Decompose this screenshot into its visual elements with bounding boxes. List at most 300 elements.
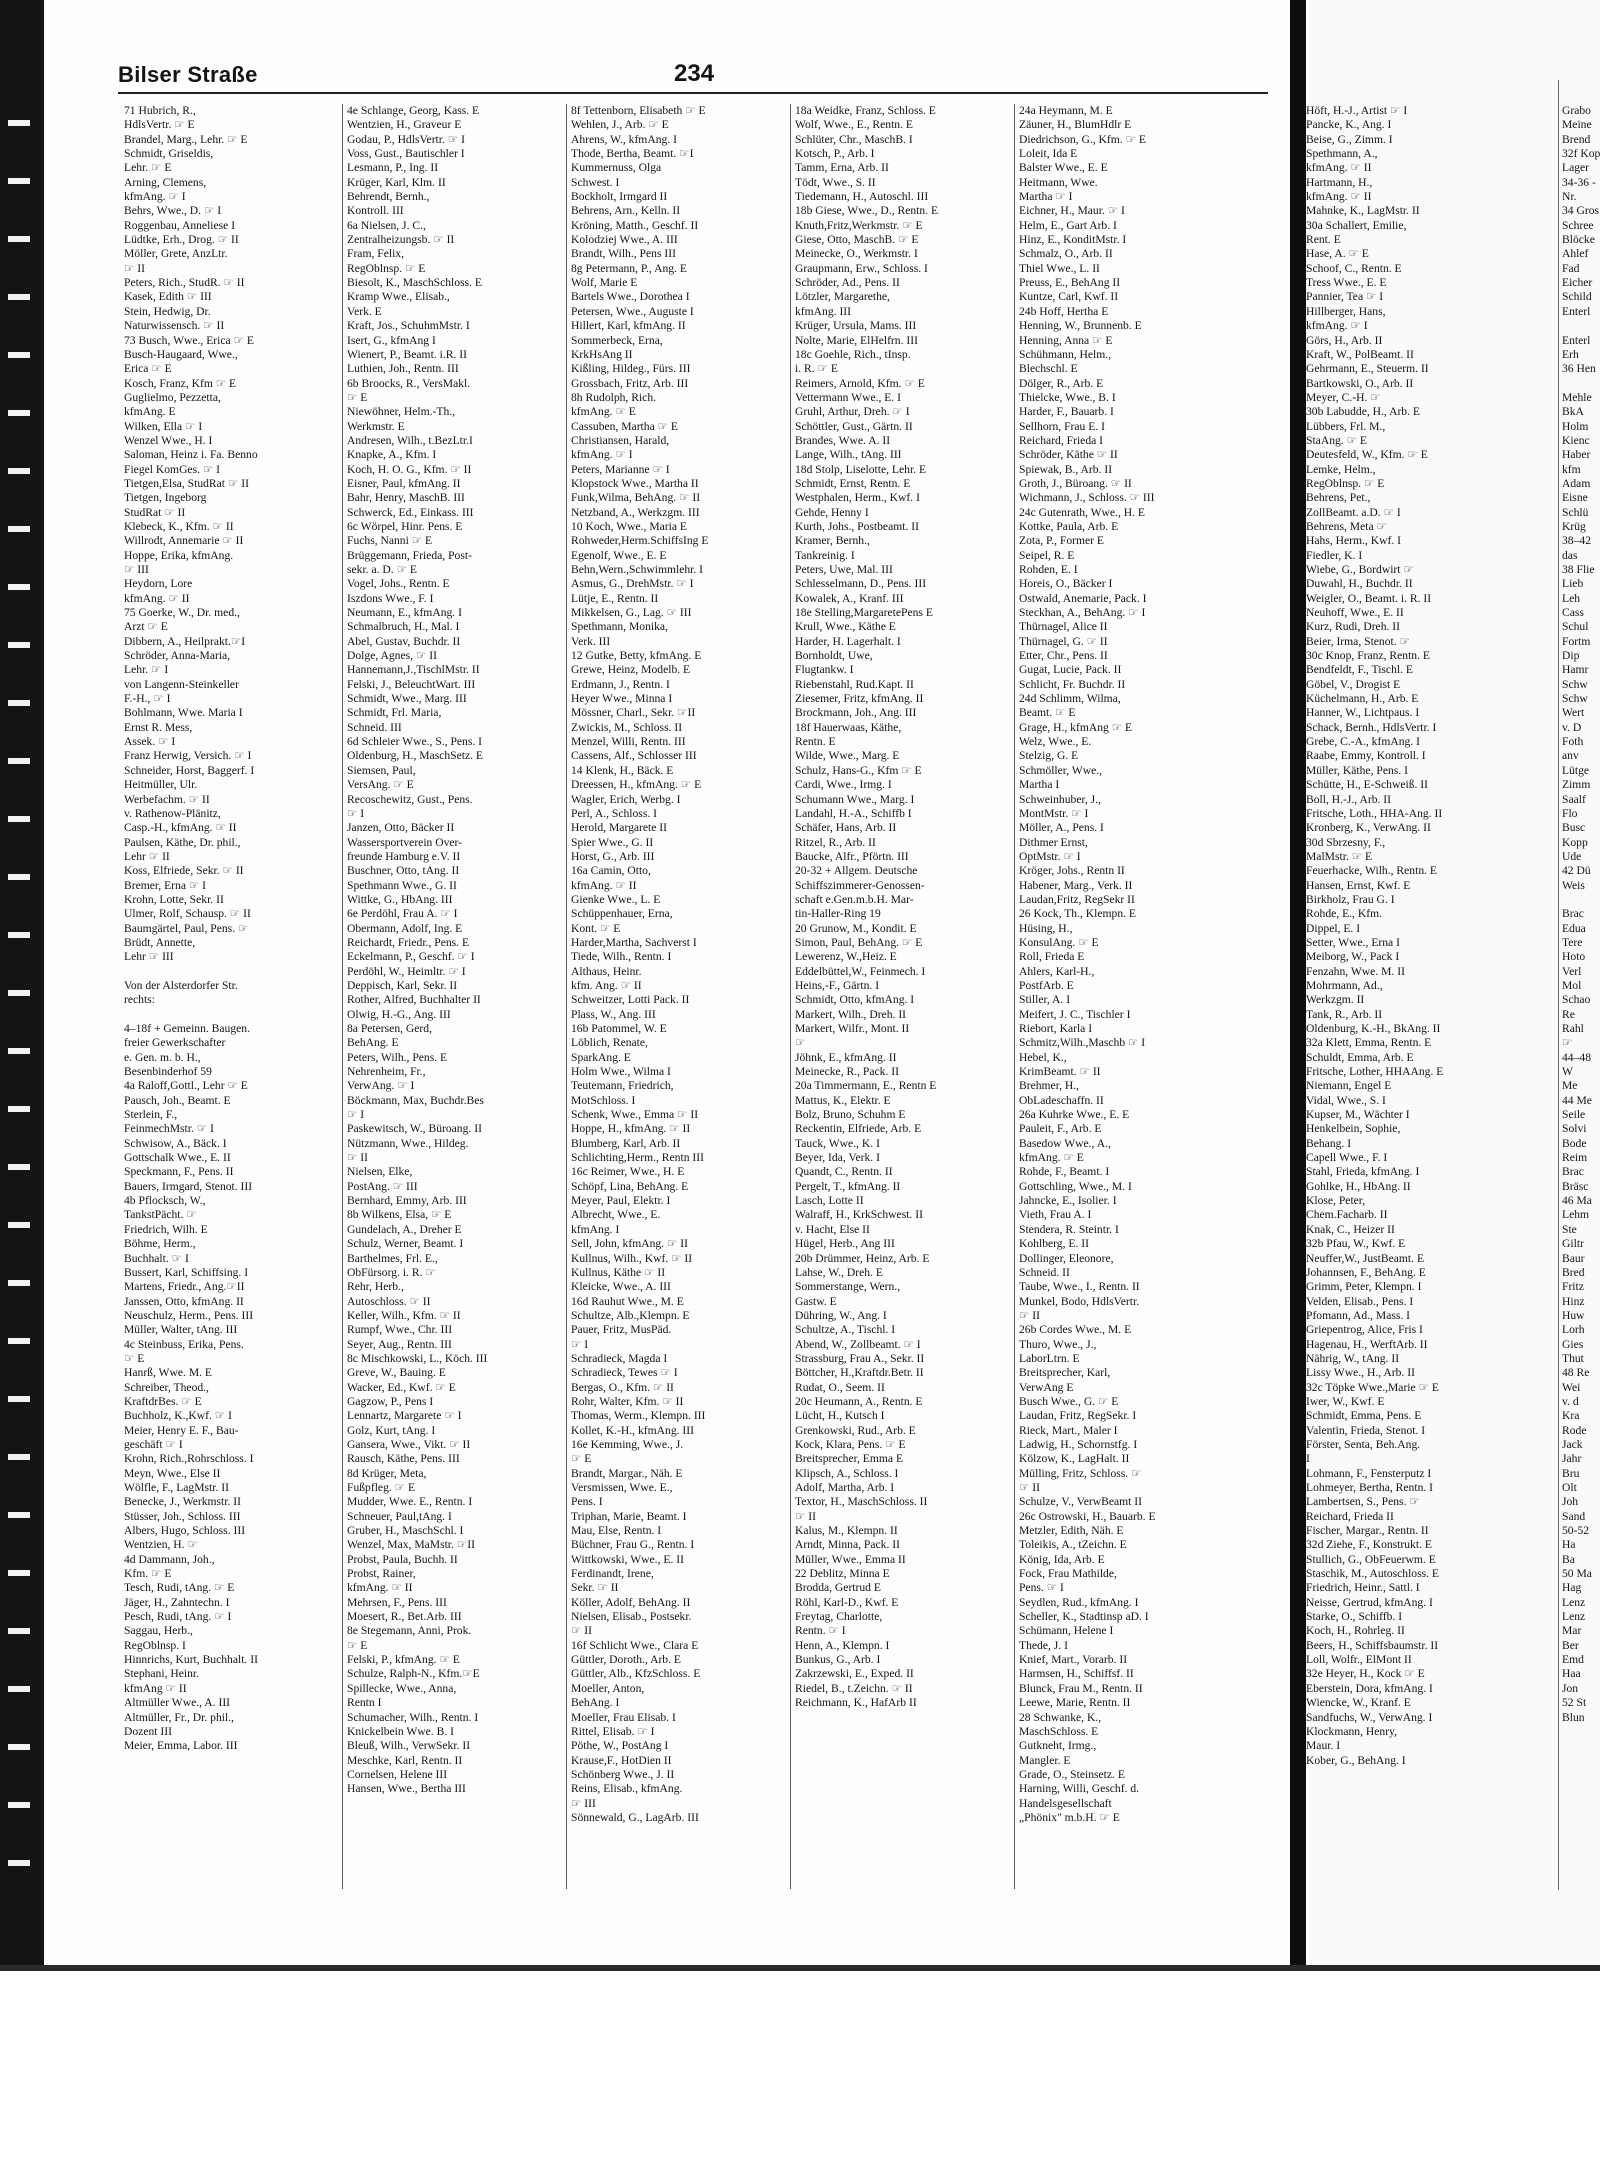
directory-entry: StudRat ☞ II: [124, 505, 186, 519]
directory-entry: Klipsch, A., Schloss. I: [795, 1466, 899, 1480]
directory-entry: Lenz: [1562, 1610, 1586, 1624]
directory-entry: Tiedemann, H., Autoschl. III: [795, 190, 929, 204]
directory-entry: Adam: [1562, 476, 1591, 490]
directory-entry: Asmus, G., DrehMstr. ☞ I: [571, 577, 694, 591]
directory-entry: Hebel, K.,: [1019, 1050, 1067, 1064]
directory-entry: Spethmann, Monika,: [571, 620, 668, 634]
directory-entry: Kottke, Paula, Arb. E: [1019, 519, 1119, 533]
directory-column-3: [571, 104, 783, 1889]
directory-entry: Hanrß, Wwe. M. E: [124, 1366, 213, 1380]
directory-entry: Siemsen, Paul,: [347, 763, 416, 777]
directory-entry: Textor, H., MaschSchloss. II: [795, 1495, 928, 1509]
directory-entry: Fram, Felix,: [347, 247, 405, 261]
directory-entry: Schlüter, Chr., MaschB. I: [795, 132, 913, 146]
directory-entry: Krohn, Rich.,Rohrschloss. I: [124, 1452, 254, 1466]
directory-entry: v. d: [1562, 1394, 1579, 1408]
directory-entry: Schwerck, Ed., Einkass. III: [347, 505, 474, 519]
directory-entry: Wichmann, J., Schloss. ☞ III: [1019, 491, 1155, 505]
directory-entry: Beise, G., Zimm. I: [1306, 132, 1393, 146]
directory-entry: Pannier, Tea ☞ I: [1306, 290, 1384, 304]
directory-entry: Müller, Käthe, Pens. I: [1306, 763, 1408, 777]
binding-notch: [8, 1338, 30, 1344]
directory-entry: Hoto: [1562, 950, 1586, 964]
directory-entry: [124, 1008, 336, 1022]
directory-entry: Wilken, Ella ☞ I: [124, 419, 203, 433]
binding-notch: [8, 294, 30, 300]
directory-entry: Schoof, C., Rentn. E: [1306, 261, 1402, 275]
directory-entry: Blunck, Frau M., Rentn. II: [1019, 1681, 1143, 1695]
directory-entry: Behrens, Arn., Kelln. II: [571, 204, 681, 218]
directory-entry: Felski, J., BeleuchtWart. III: [347, 677, 476, 691]
directory-entry: 26a Kuhrke Wwe., E. E: [1019, 1108, 1130, 1122]
directory-entry: Schw: [1562, 692, 1588, 706]
directory-entry: Beyer, Ida, Verk. I: [795, 1151, 880, 1165]
directory-entry: Schmidt, Griseldis,: [124, 147, 214, 161]
directory-entry: Maur. I: [1306, 1739, 1341, 1753]
directory-entry: Raabe, Emmy, Kontroll. I: [1306, 749, 1426, 763]
directory-entry: Dippel, E. I: [1306, 921, 1361, 935]
directory-entry: MotSchloss. I: [571, 1093, 636, 1107]
directory-entry: Güttler, Alb., KfzSchloss. E: [571, 1667, 701, 1681]
directory-entry: Enterl: [1562, 333, 1591, 347]
directory-entry: Jack: [1562, 1437, 1583, 1451]
directory-entry: Gehrmann, E., Steuerm. II: [1306, 362, 1429, 376]
directory-entry: Niewöhner, Helm.-Th.,: [347, 405, 456, 419]
directory-entry: Tödt, Wwe., S. II: [795, 175, 876, 189]
directory-entry: 20b Drümmer, Heinz, Arb. E: [795, 1251, 930, 1265]
binding-notch: [8, 352, 30, 358]
directory-entry: Schultze, Alb.,Klempn. E: [571, 1308, 690, 1322]
directory-entry: Loleit, Ida E: [1019, 147, 1078, 161]
directory-entry: Roggenbau, Anneliese I: [124, 218, 236, 232]
directory-entry: Göbel, V., Drogist E: [1306, 677, 1401, 691]
directory-entry: Brodda, Gertrud E: [795, 1581, 881, 1595]
directory-entry: 32c Töpke Wwe.,Marie ☞ E: [1306, 1380, 1439, 1394]
directory-entry: Lenz: [1562, 1595, 1586, 1609]
directory-entry: Neumann, E., kfmAng. I: [347, 606, 462, 620]
directory-entry: Nolte, Marie, ElHelfrn. III: [795, 333, 918, 347]
directory-entry: Oldenburg, H., MaschSetz. E: [347, 749, 483, 763]
directory-entry: Altmüller Wwe., A. III: [124, 1696, 231, 1710]
directory-entry: Schulze, Ralph-N., Kfm.☞E: [347, 1667, 480, 1681]
directory-entry: Zakrzewski, E., Exped. II: [795, 1667, 914, 1681]
directory-entry: Wenzel, Max, MaMstr. ☞II: [347, 1538, 475, 1552]
directory-entry: Dreessen, H., kfmAng. ☞ E: [571, 778, 702, 792]
directory-entry: Felski, P., kfmAng. ☞ E: [347, 1653, 460, 1667]
directory-entry: Lorh: [1562, 1323, 1585, 1337]
directory-entry: 4e Schlange, Georg, Kass. E: [347, 104, 480, 117]
directory-entry: Mangler. E: [1019, 1753, 1071, 1767]
directory-entry: Deutesfeld, W., Kfm. ☞ E: [1306, 448, 1428, 462]
directory-entry: [1562, 319, 1600, 333]
directory-entry: [124, 965, 336, 979]
directory-entry: Herold, Margarete II: [571, 821, 668, 835]
directory-entry: Tauck, Wwe., K. I: [795, 1136, 880, 1150]
directory-entry: Lohmann, F., Fensterputz I: [1306, 1466, 1432, 1480]
directory-entry: Rausch, Käthe, Pens. III: [347, 1452, 460, 1466]
directory-entry: Rohde, E., Kfm.: [1306, 907, 1382, 921]
directory-entry: Rentn I: [347, 1696, 382, 1710]
column-divider: [342, 104, 343, 1889]
directory-entry: Busc: [1562, 821, 1586, 835]
directory-entry: Ba: [1562, 1552, 1575, 1566]
directory-entry: Fock, Frau Mathilde,: [1019, 1567, 1117, 1581]
directory-entry: Hagenau, H., WerftArb. II: [1306, 1337, 1428, 1351]
directory-entry: Kronberg, K., VerwAng. II: [1306, 821, 1431, 835]
directory-entry: Martens, Friedr., Ang.☞II: [124, 1280, 245, 1294]
directory-entry: ☞ II: [571, 1624, 593, 1638]
directory-entry: Dip: [1562, 649, 1580, 663]
directory-entry: Kont. ☞ E: [571, 921, 621, 935]
directory-entry: freunde Hamburg e.V. II: [347, 849, 461, 863]
directory-entry: 44 Me: [1562, 1093, 1592, 1107]
directory-entry: Saloman, Heinz i. Fa. Benno: [124, 448, 258, 462]
directory-entry: Perl, A., Schloss. I: [571, 806, 657, 820]
directory-entry: Weigler, O., Beamt. i. R. II: [1306, 591, 1432, 605]
directory-entry: Harder,Martha, Sachverst I: [571, 935, 697, 949]
directory-entry: Buschner, Otto, tAng. II: [347, 864, 460, 878]
directory-entry: Schmalz, O., Arb. II: [1019, 247, 1113, 261]
directory-entry: 8c Mischkowski, L., Köch. III: [347, 1351, 488, 1365]
directory-entry: Wacker, Ed., Kwf. ☞ E: [347, 1380, 456, 1394]
directory-entry: Löblich, Renate,: [571, 1036, 648, 1050]
directory-entry: Rittel, Elisab. ☞ I: [571, 1724, 655, 1738]
directory-entry: Kienc: [1562, 433, 1590, 447]
directory-entry: 14 Klenk, H., Bäck. E: [571, 763, 674, 777]
directory-entry: Thode, Bertha, Beamt. ☞I: [571, 147, 694, 161]
directory-entry: Schwest. I: [571, 175, 620, 189]
directory-entry: Heitmann, Wwe.: [1019, 175, 1098, 189]
directory-entry: 20 Grunow, M., Kondit. E: [795, 921, 917, 935]
directory-entry: Meinecke, R., Pack. II: [795, 1065, 899, 1079]
directory-entry: Fritz: [1562, 1280, 1584, 1294]
directory-entry: Fortm: [1562, 634, 1591, 648]
directory-entry: Krohn, Lotte, Sekr. II: [124, 892, 224, 906]
directory-entry: Schneid. II: [1019, 1265, 1070, 1279]
directory-entry: Schlesselmann, D., Pens. III: [795, 577, 927, 591]
directory-entry: VersAng. ☞ E: [347, 778, 414, 792]
directory-entry: anv: [1562, 749, 1579, 763]
directory-entry: Meier, Emma, Labor. III: [124, 1739, 238, 1753]
directory-entry: Meiborg, W., Pack I: [1306, 950, 1400, 964]
directory-entry: Pens. I: [571, 1495, 603, 1509]
directory-entry: Baumgärtel, Paul, Pens. ☞: [124, 921, 249, 935]
directory-entry: Nährig, W., tAng. II: [1306, 1351, 1400, 1365]
directory-entry: Chem.Facharb. II: [1306, 1208, 1388, 1222]
directory-entry: KrkHsAng II: [571, 347, 633, 361]
directory-entry: 24d Schlimm, Wilma,: [1019, 692, 1121, 706]
directory-entry: Beers, H., Schiffsbaumstr. II: [1306, 1638, 1439, 1652]
directory-entry: Kramp Wwe., Elisab.,: [347, 290, 450, 304]
directory-entry: [1562, 893, 1600, 907]
directory-entry: Flo: [1562, 806, 1578, 820]
directory-entry: kfmAng. ☞ II: [124, 591, 190, 605]
directory-entry: ☞ III: [124, 563, 149, 576]
directory-entry: Schumacher, Wilh., Rentn. I: [347, 1710, 479, 1724]
directory-entry: Bussert, Karl, Schiffsing. I: [124, 1265, 249, 1279]
directory-entry: Sellhorn, Frau E. I: [1019, 419, 1105, 433]
directory-entry: Mehrsen, F., Pens. III: [347, 1595, 447, 1609]
directory-entry: Krüger, Karl, Klm. II: [347, 175, 446, 189]
directory-entry: PostAng. ☞ III: [347, 1179, 418, 1193]
directory-entry: Iwer, W., Kwf. E: [1306, 1394, 1385, 1408]
directory-entry: ☞ I: [347, 806, 365, 820]
directory-entry: 8a Petersen, Gerd,: [347, 1022, 432, 1035]
directory-entry: Meyer, Paul, Elektr. I: [571, 1194, 671, 1208]
directory-entry: Arzt ☞ E: [124, 620, 168, 634]
directory-entry: Friedrich, Wilh. E: [124, 1222, 208, 1236]
directory-entry: ObFürsorg. i. R. ☞: [347, 1265, 436, 1279]
directory-entry: ☞ II: [347, 1151, 369, 1165]
directory-entry: Neuschulz, Herm., Pens. III: [124, 1308, 254, 1322]
directory-entry: 8f Tettenborn, Elisabeth ☞ E: [571, 104, 706, 117]
directory-entry: Knickelbein Wwe. B. I: [347, 1724, 454, 1738]
directory-entry: Schöttler, Gust., Gärtn. II: [795, 419, 913, 433]
directory-entry: Assek. ☞ I: [124, 735, 176, 749]
directory-entry: Edua: [1562, 921, 1586, 935]
directory-entry: Grewe, Heinz, Modelb. E: [571, 663, 691, 677]
directory-entry: BehAng. I: [571, 1696, 620, 1710]
directory-entry: 26 Kock, Th., Klempn. E: [1019, 907, 1136, 921]
directory-entry: Meier, Henry E. F., Bau-: [124, 1423, 239, 1437]
directory-entry: Laudan, Fritz, RegSekr. I: [1019, 1409, 1137, 1423]
directory-entry: Obermann, Adolf, Ing. E: [347, 921, 463, 935]
directory-entry: Wittke, G., HbAng. III: [347, 892, 453, 906]
directory-entry: Blumberg, Karl, Arb. II: [571, 1136, 681, 1150]
binding-notch: [8, 1106, 30, 1112]
directory-entry: Martha ☞ I: [1019, 190, 1073, 204]
directory-entry: Ferdinandt, Irene,: [571, 1567, 654, 1581]
binding-notch: [8, 758, 30, 764]
directory-entry: Sand: [1562, 1509, 1586, 1523]
directory-entry: Hanner, W., Lichtpaus. I: [1306, 706, 1420, 720]
directory-entry: Rentn. ☞ I: [795, 1624, 846, 1638]
directory-entry: Wagler, Erich, Werbg. I: [571, 792, 681, 806]
directory-entry: Handelsgesellschaft: [1019, 1796, 1112, 1810]
directory-entry: 8h Rudolph, Rich.: [571, 390, 657, 404]
directory-entry: schaft e.Gen.m.b.H. Mar-: [795, 892, 914, 906]
directory-entry: Schneider, Horst, Baggerf. I: [124, 763, 255, 777]
directory-entry: Stüsser, Joh., Schloss. III: [124, 1509, 241, 1523]
directory-entry: Hügel, Herb., Ang III: [795, 1237, 895, 1251]
directory-entry: Naturwissensch. ☞ II: [124, 319, 225, 333]
directory-entry: Ulmer, Rolf, Schausp. ☞ II: [124, 907, 251, 921]
directory-entry: Werkzgm. II: [1306, 993, 1365, 1007]
directory-entry: Meyn, Wwe., Else II: [124, 1466, 221, 1480]
directory-entry: Reichmann, K., HafArb II: [795, 1696, 917, 1710]
directory-entry: Grabo: [1562, 104, 1591, 117]
binding-notch: [8, 1686, 30, 1692]
directory-entry: Krüger, Ursula, Mams. III: [795, 319, 917, 333]
binding-notch: [8, 1512, 30, 1518]
directory-entry: Kißling, Hildeg., Fürs. III: [571, 362, 691, 376]
column-divider: [1014, 104, 1015, 1889]
directory-entry: Harmsen, H., Schiffsf. II: [1019, 1667, 1134, 1681]
running-head: [118, 62, 1268, 92]
directory-entry: 75 Goerke, W., Dr. med.,: [124, 606, 240, 620]
directory-entry: Fritsche, Lother, HHAAng. E: [1306, 1065, 1444, 1079]
directory-entry: Wilde, Wwe., Marg. E: [795, 749, 900, 763]
directory-entry: Beamt. ☞ E: [1019, 706, 1076, 720]
directory-entry: Luthien, Joh., Rentn. III: [347, 362, 459, 376]
directory-entry: Moesert, R., Bet.Arb. III: [347, 1610, 462, 1624]
directory-entry: Stein, Hedwig, Dr.: [124, 304, 211, 318]
directory-entry: Kraft, Jos., SchuhmMstr. I: [347, 319, 470, 333]
directory-entry: BkA: [1562, 405, 1584, 419]
directory-entry: Boll, H.-J., Arb. II: [1306, 792, 1392, 806]
directory-entry: Sekr. ☞ II: [571, 1581, 619, 1595]
directory-entry: Albrecht, Wwe., E.: [571, 1208, 661, 1222]
directory-entry: Harder, H. Lagerhalt. I: [795, 634, 901, 648]
directory-entry: 16b Patommel, W. E: [571, 1022, 667, 1035]
directory-entry: ☞ E: [347, 390, 368, 404]
directory-entry: Nielsen, Elisab., Postsekr.: [571, 1610, 692, 1624]
directory-entry: Hahs, Herm., Kwf. I: [1306, 534, 1401, 548]
directory-entry: Kollet, K.-H., kfmAng. III: [571, 1423, 694, 1437]
directory-entry: 32f Kop: [1562, 147, 1600, 161]
directory-entry: Reckentin, Elfriede, Arb. E: [795, 1122, 922, 1136]
directory-entry: Schneuer, Paul,tAng. I: [347, 1509, 452, 1523]
directory-entry: Mol: [1562, 978, 1582, 992]
directory-entry: Fiegel KomGes. ☞ I: [124, 462, 221, 476]
directory-entry: Wienert, P., Beamt. i.R. II: [347, 347, 467, 361]
directory-entry: Schree: [1562, 218, 1594, 232]
directory-entry: Tamm, Erna, Arb. II: [795, 161, 889, 175]
directory-entry: Brend: [1562, 132, 1591, 146]
directory-entry: Lübbers, Frl. M.,: [1306, 419, 1386, 433]
directory-entry: 34 Gros: [1562, 204, 1600, 218]
directory-entry: Pancke, K., Ang. I: [1306, 118, 1392, 132]
directory-entry: Wölfle, F., LagMstr. II: [124, 1481, 230, 1494]
directory-entry: Riebenstahl, Rud.Kapt. II: [795, 677, 914, 691]
directory-entry: Capell Wwe., F. I: [1306, 1151, 1388, 1165]
directory-entry: Vieth, Frau A. I: [1019, 1208, 1092, 1222]
directory-entry: Gutkneht, Irmg.,: [1019, 1739, 1097, 1753]
directory-entry: Kröger, Johs., Rentn II: [1019, 864, 1125, 878]
directory-entry: Toleikis, A., tZeichn. E: [1019, 1538, 1127, 1552]
directory-entry: Wolf, Wwe., E., Rentn. E: [795, 118, 913, 132]
directory-entry: Dühring, W., Ang. I: [795, 1308, 887, 1322]
directory-entry: Hoppe, H., kfmAng. ☞ II: [571, 1122, 691, 1136]
directory-entry: Strassburg, Frau A., Sekr. II: [795, 1351, 925, 1365]
directory-entry: Meyer, C.-H. ☞: [1306, 390, 1381, 404]
directory-entry: Graupmann, Erw., Schloss. I: [795, 261, 928, 275]
directory-entry: Golz, Kurt, tAng. I: [347, 1423, 436, 1437]
directory-entry: Schlichting,Herm., Rentn III: [571, 1151, 704, 1165]
directory-entry: Eisne: [1562, 491, 1588, 505]
directory-entry: Bockholt, Irmgard II: [571, 190, 668, 204]
binding-notch: [8, 1570, 30, 1576]
directory-entry: Lohmeyer, Bertha, Rentn. I: [1306, 1481, 1434, 1494]
directory-entry: 16e Kemming, Wwe., J.: [571, 1437, 684, 1451]
directory-entry: 8e Stegemann, Anni, Prok.: [347, 1624, 472, 1638]
directory-entry: geschäft ☞ I: [124, 1437, 183, 1451]
directory-entry: freier Gewerkschafter: [124, 1036, 226, 1050]
directory-entry: Schühmann, Helm.,: [1019, 347, 1112, 361]
directory-entry: Horeis, O., Bäcker I: [1019, 577, 1113, 591]
directory-entry: Lüdtke, Erh., Drog. ☞ II: [124, 233, 239, 247]
directory-entry: Abend, W., Zollbeamt. ☞ I: [795, 1337, 921, 1351]
directory-entry: Deppisch, Karl, Sekr. II: [347, 978, 458, 992]
directory-entry: Jäger, H., Zahntechn. I: [124, 1595, 230, 1609]
directory-entry: Lütge: [1562, 763, 1590, 777]
directory-entry: Köller, Adolf, BehAng. II: [571, 1595, 691, 1609]
directory-entry: 16c Reimer, Wwe., H. E: [571, 1165, 685, 1179]
directory-entry: 24a Heymann, M. E: [1019, 104, 1113, 117]
directory-entry: Pens. ☞ I: [1019, 1581, 1064, 1595]
directory-entry: 18c Goehle, Rich., tInsp.: [795, 347, 911, 361]
directory-entry: Fußpfleg. ☞ E: [347, 1481, 416, 1494]
directory-entry: Godau, P., HdlsVertr. ☞ I: [347, 132, 465, 146]
directory-entry: Erh: [1562, 347, 1579, 361]
directory-entry: Schiffszimmerer-Genossen-: [795, 878, 925, 892]
directory-entry: OptMstr. ☞ I: [1019, 849, 1081, 863]
directory-entry: Schmidt, Wwe., Marg. III: [347, 692, 467, 706]
directory-entry: 18f Hauerwaas, Käthe,: [795, 720, 902, 734]
directory-entry: 4d Dammann, Joh.,: [124, 1552, 215, 1566]
column-divider: [566, 104, 567, 1889]
directory-entry: Zimm: [1562, 778, 1591, 792]
directory-entry: Roll, Frieda E: [1019, 950, 1085, 964]
directory-entry: StaAng. ☞ E: [1306, 433, 1367, 447]
directory-entry: ☞ III: [571, 1796, 596, 1810]
directory-entry: Wert: [1562, 706, 1585, 720]
directory-entry: Harning, Willi, Geschf. d.: [1019, 1782, 1140, 1796]
directory-entry: Breitsprecher, Karl,: [1019, 1366, 1111, 1380]
directory-entry: Möller, Grete, AnzLtr.: [124, 247, 228, 261]
directory-entry: Gohlke, H., HbAng. II: [1306, 1179, 1411, 1193]
directory-entry: Mülling, Fritz, Schloss. ☞: [1019, 1466, 1142, 1480]
directory-entry: Greve, W., Bauing. E: [347, 1366, 446, 1380]
directory-entry: Vogel, Johs., Rentn. E: [347, 577, 450, 591]
directory-entry: Lötzler, Margarethe,: [795, 290, 890, 304]
directory-entry: 30c Knop, Franz, Rentn. E: [1306, 649, 1430, 663]
directory-entry: Reichardt, Friedr., Pens. E: [347, 935, 470, 949]
directory-entry: Abel, Gustav, Buchdr. II: [347, 634, 461, 648]
directory-entry: Lehr ☞ II: [124, 849, 170, 863]
directory-entry: kfmAng. III: [795, 304, 852, 318]
directory-entry: Landahl, H.-A., Schiffb I: [795, 806, 912, 820]
directory-entry: 73 Busch, Wwe., Erica ☞ E: [124, 333, 254, 347]
directory-entry: Schönberg Wwe., J. II: [571, 1767, 675, 1781]
directory-entry: Triphan, Marie, Beamt. I: [571, 1509, 687, 1523]
directory-entry: 18b Giese, Wwe., D., Rentn. E: [795, 204, 939, 218]
directory-entry: 30d Sbrzesny, F.,: [1306, 835, 1386, 849]
directory-entry: Stendera, R. Steintr. I: [1019, 1222, 1119, 1236]
directory-entry: TankstPächt. ☞: [124, 1208, 197, 1222]
directory-entry: Peters, Marianne ☞ I: [571, 462, 670, 476]
directory-entry: Albers, Hugo, Schloss. III: [124, 1524, 246, 1538]
directory-entry: Brandes, Wwe. A. II: [795, 433, 891, 447]
directory-entry: ☞ I: [571, 1337, 589, 1351]
directory-entry: Stahl, Frieda, kfmAng. I: [1306, 1165, 1420, 1179]
directory-entry: Pesch, Rudi, tAng. ☞ I: [124, 1610, 232, 1624]
directory-entry: Recoschewitz, Gust., Pens.: [347, 792, 473, 806]
directory-entry: Bornholdt, Uwe,: [795, 649, 873, 663]
directory-column-1: [124, 104, 336, 1889]
book-gutter: [1290, 0, 1306, 1965]
directory-entry: Peters, Wilh., Pens. E: [347, 1050, 448, 1064]
directory-entry: Tere: [1562, 935, 1583, 949]
directory-entry: Lehm: [1562, 1208, 1590, 1222]
directory-entry: Schmalbruch, H., Mal. I: [347, 620, 460, 634]
directory-entry: Reimers, Arnold, Kfm. ☞ E: [795, 376, 925, 390]
directory-entry: Kurth, Johs., Postbeamt. II: [795, 519, 919, 533]
directory-entry: Taube, Wwe., I., Rentn. II: [1019, 1280, 1140, 1294]
directory-entry: Olt: [1562, 1481, 1577, 1494]
directory-entry: 18a Weidke, Franz, Schloss. E: [795, 104, 936, 117]
directory-entry: 6e Perdöhl, Frau A. ☞ I: [347, 907, 458, 921]
